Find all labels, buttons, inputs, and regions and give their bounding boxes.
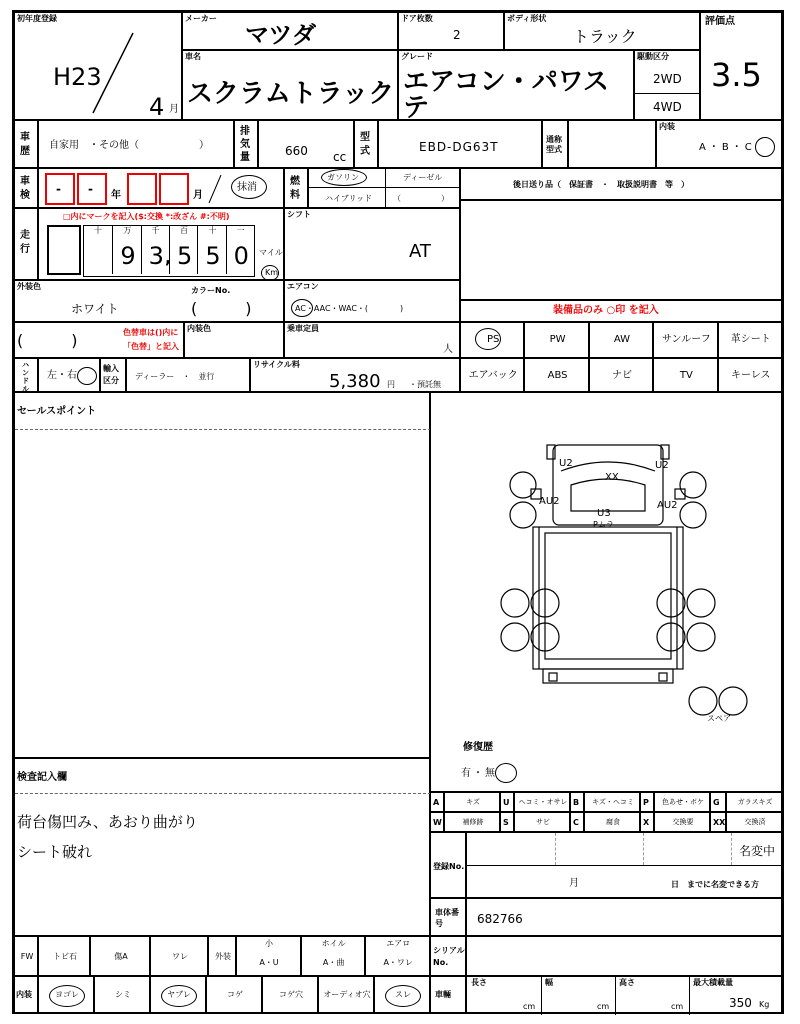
equipment-cell [524, 358, 588, 392]
inspection-label-cell [14, 168, 38, 208]
legend-label-cell [726, 792, 782, 812]
equipment-cell [589, 358, 653, 392]
registration-month: 月 [569, 878, 579, 889]
odometer-comma: , [165, 248, 172, 267]
fw-cell [38, 936, 90, 976]
legend-code-cell [430, 792, 444, 812]
grade-value: エアコン・パワステ [403, 69, 609, 119]
legend-code: G [713, 798, 720, 807]
int-item: コゲ [227, 990, 243, 999]
grade-cell [398, 50, 634, 120]
check-entry-label: 検査記入欄 [17, 772, 67, 783]
equipment-item: AW [613, 334, 631, 345]
legend-code-cell [640, 812, 654, 832]
model-label-cell [354, 120, 378, 168]
odometer-unit-label: 一 [236, 226, 245, 235]
max-load-unit: Kg [759, 1000, 770, 1009]
later-items-area [460, 200, 782, 300]
shift-cell [284, 208, 460, 280]
usage-value: 自家用 ・その他（ ） [49, 140, 209, 151]
odometer-digit-cell [112, 226, 140, 274]
auction-sheet [12, 10, 784, 1014]
check-line-1: 荷台傷凹み、あおり曲がり [17, 813, 198, 831]
int-item-circle [49, 985, 85, 1007]
serial-label-cell [430, 936, 466, 976]
legend-label-cell [514, 792, 570, 812]
ext-group-options: A・曲 [322, 958, 345, 967]
import-label-cell [100, 358, 126, 392]
recycle-amount: 5,380 [329, 371, 381, 392]
size-label-cell [430, 976, 466, 1014]
equipment-item: 革シート [730, 334, 771, 345]
equipment-row-1 [460, 322, 782, 358]
equipment-circle [475, 328, 501, 350]
color-no-label: カラーNo. [191, 286, 231, 295]
shift-value: AT [409, 241, 431, 262]
fuel-diesel: ディーゼル [403, 173, 443, 182]
body-value: トラック [573, 27, 637, 46]
max-load-value: 350 [729, 996, 752, 1010]
legend-code: S [503, 818, 509, 827]
ext-group-options: A・ワレ [383, 958, 413, 967]
ac-value: AC・AAC・WAC・( ) [295, 304, 404, 313]
car-diagram-cell [430, 392, 782, 792]
import-label: 輸入区分 [103, 364, 119, 385]
ext-group-header: エアロ [386, 939, 411, 948]
expired-circle [231, 175, 267, 199]
int-item: シミ [115, 990, 131, 999]
common-model-label-cell [542, 120, 568, 168]
handle-circle [77, 367, 97, 385]
fw-row [14, 936, 430, 976]
legend-code: XX [713, 818, 726, 827]
odometer-unit-label: 百 [180, 226, 188, 235]
legend-label: 交換要 [672, 818, 694, 826]
damage-mark-au2-left: AU2 [539, 496, 560, 507]
int-item: オーディオ穴 [323, 990, 371, 999]
ac-label: エアコン [287, 282, 319, 291]
later-items-label: 後日送り品（ 保証書 ・ 取扱説明書 等 ） [513, 180, 689, 189]
handle-cell [38, 358, 100, 392]
first-registration-year: H23 [53, 63, 102, 91]
registration-label-cell [430, 832, 466, 898]
int-color-label: 内装色 [187, 324, 211, 333]
handle-label: ハンドル [22, 361, 29, 393]
doors-cell [398, 12, 504, 50]
fw-item: 外装 [215, 952, 231, 961]
int-item-cell [262, 976, 318, 1014]
fuel-cell [308, 168, 460, 208]
odometer-digit-cell [169, 226, 197, 274]
drive-2wd: 2WD [653, 72, 682, 86]
handle-label-cell [14, 358, 38, 392]
interior-circle [755, 137, 775, 157]
mile-label: マイル [259, 248, 283, 257]
int-item: ヤブレ [167, 990, 191, 999]
check-line-2: シート破れ [17, 843, 93, 861]
history-label-cell [14, 120, 38, 168]
odometer-unit-label: 万 [123, 226, 132, 235]
odometer-unit-label: 千 [151, 226, 160, 235]
legend-code-cell [570, 792, 584, 812]
spare-label: スペア [707, 714, 731, 723]
ext-color-cell [14, 280, 284, 322]
odometer-digit: 5 [205, 242, 221, 270]
import-cell [126, 358, 250, 392]
chassis-label: 車体番号 [435, 908, 459, 928]
car-name-label: 車名 [185, 52, 201, 61]
fw-cell [208, 936, 236, 976]
damage-mark-xx: XX [605, 472, 619, 483]
size-cell [466, 976, 782, 1014]
odometer-digit: 9 [120, 242, 136, 270]
registration-day-note: 日 までに名変できる方 [671, 880, 759, 889]
capacity-unit: 人 [443, 344, 453, 355]
legend-label-cell [584, 792, 640, 812]
int-item-cell [318, 976, 374, 1014]
common-model-cell [568, 120, 656, 168]
legend-label-cell [584, 812, 640, 832]
body-cell [504, 12, 700, 50]
score-cell [700, 12, 782, 120]
model-label: 型式 [360, 132, 370, 157]
cc-unit: cc [333, 150, 347, 164]
legend-code: P [643, 798, 649, 807]
legend-label: ガラスキズ [737, 798, 773, 806]
int-item-cell [206, 976, 262, 1014]
legend-label-cell [654, 792, 710, 812]
doors-value: 2 [453, 28, 461, 42]
color-change-note2: 「色替」と記入 [123, 342, 179, 351]
car-name-cell [182, 50, 398, 120]
fw-cell [14, 936, 38, 976]
legend-label-cell [444, 812, 500, 832]
ac-circle [291, 299, 313, 317]
name-change-pending: 名変中 [739, 844, 776, 858]
fuel-gasoline: ガソリン [327, 173, 359, 182]
equipment-item: PS [487, 334, 500, 345]
chassis-cell [466, 898, 782, 936]
legend-code: B [573, 798, 580, 807]
serial-cell [466, 936, 782, 976]
handle-value: 左・右 [47, 370, 77, 381]
inspection-year: 年 [111, 190, 121, 201]
ext-group-cell [236, 936, 301, 976]
legend-label: キズ [466, 798, 480, 806]
common-model-label: 通称型式 [546, 135, 562, 154]
ac-cell [284, 280, 460, 322]
legend-label: 腐食 [606, 818, 620, 826]
legend-code: A [433, 798, 440, 807]
damage-mark-u2-left: U2 [559, 458, 573, 469]
body-label: ボディ形状 [507, 14, 547, 23]
fw-item: 傷A [114, 952, 128, 961]
int-item: コゲ穴 [279, 990, 303, 999]
maker-label: メーカー [185, 14, 217, 23]
odometer-digit-cell [226, 226, 254, 274]
interior-row [14, 976, 430, 1014]
int-color-cell [184, 322, 284, 358]
color-change-cell [14, 322, 184, 358]
fuel-label-cell [284, 168, 308, 208]
interior-cell [656, 120, 782, 168]
fw-item: ワレ [172, 952, 188, 961]
chassis-number: 682766 [477, 912, 523, 926]
displacement-label: 排気量 [240, 126, 250, 163]
displacement-label-cell [234, 120, 258, 168]
equipment-cell [460, 322, 524, 358]
km-label: Km [265, 268, 279, 277]
mileage-note: □内にマークを記入($:交換 *:改ざん #:不明) [63, 212, 230, 221]
equipment-cell [460, 358, 524, 392]
repair-value: 有・無 [461, 768, 497, 779]
equipment-row-2 [460, 358, 782, 392]
chassis-label-cell [430, 898, 466, 936]
legend-label: 補修跡 [462, 818, 484, 826]
ext-group-header: ホイル [321, 939, 346, 948]
ext-group-cell [301, 936, 366, 976]
equipment-item: サンルーフ [662, 334, 711, 345]
int-item-cell [374, 976, 430, 1014]
width-cm: cm [597, 1002, 610, 1011]
displacement-cell [258, 120, 354, 168]
size-label: 車輛 [435, 990, 451, 999]
capacity-label: 乗車定員 [287, 324, 319, 333]
interior-grade: A・B・C [699, 142, 755, 153]
capacity-cell [284, 322, 460, 358]
legend-code: W [433, 818, 442, 827]
gasoline-circle [321, 169, 367, 186]
car-diagram [431, 393, 783, 723]
car-name-value: スクラムトラック [187, 79, 395, 109]
mileage-label-cell [14, 208, 38, 280]
recycle-yen: 円 [387, 380, 395, 389]
equipment-cell [653, 322, 717, 358]
odometer-digit: 0 [233, 242, 249, 270]
model-value: EBD-DG63T [419, 140, 499, 154]
damage-mark-p-mura: Pムラ [593, 520, 614, 529]
damage-mark-au2-right: AU2 [657, 500, 678, 511]
legend-code: C [573, 818, 579, 827]
int-label: 内装 [16, 990, 32, 999]
drive-label: 駆動区分 [637, 52, 669, 61]
equipment-cell [589, 322, 653, 358]
equipment-item: TV [679, 370, 693, 381]
legend-label-cell [514, 812, 570, 832]
legend-code-cell [710, 812, 726, 832]
recycle-label: リサイクル料 [253, 360, 300, 369]
inspection-month: 月 [193, 190, 203, 201]
int-item-circle [161, 985, 197, 1007]
fuel-label: 燃料 [290, 176, 300, 201]
length-cm: cm [523, 1002, 536, 1011]
odometer-digit-cell [84, 226, 112, 274]
score-label: 評価点 [705, 16, 735, 27]
legend-code: X [643, 818, 650, 827]
maker-cell [182, 12, 398, 50]
check-entry-cell [14, 758, 430, 936]
import-value: ディーラー ・ 並行 [135, 372, 215, 381]
repair-circle [495, 763, 517, 783]
equipment-cell [718, 322, 782, 358]
serial-label: シリアルNo. [433, 946, 465, 967]
history-label: 車歴 [20, 132, 30, 157]
legend-code-cell [430, 812, 444, 832]
equipment-item: PW [549, 334, 566, 345]
fw-item: FW [20, 952, 34, 961]
ext-group-header: 小 [265, 939, 273, 948]
registration-label: 登録No. [433, 862, 465, 871]
odometer-unit-label: 十 [208, 226, 217, 235]
equip-note: 装備品のみ ○印 を記入 [553, 305, 659, 316]
grade-label: グレード [401, 52, 433, 61]
registration-cell [466, 832, 782, 898]
color-no-paren: ( ) [191, 299, 252, 318]
legend-code-cell [570, 812, 584, 832]
repair-label: 修復歴 [463, 742, 493, 753]
legend-label-cell [444, 792, 500, 812]
displacement-value: 660 [285, 144, 308, 158]
legend-code-cell [640, 792, 654, 812]
int-label-cell [14, 976, 38, 1014]
legend-label: サビ [536, 818, 550, 826]
equipment-cell [718, 358, 782, 392]
height-label: 高さ [619, 978, 635, 987]
legend-label: ヘコミ・オサレ [518, 798, 568, 806]
legend-label: キズ・ヘコミ [592, 798, 634, 806]
score-value: 3.5 [711, 56, 762, 94]
max-load-label: 最大積載量 [693, 978, 733, 987]
int-item-cell [94, 976, 150, 1014]
equip-note-cell [460, 300, 782, 322]
fw-cell [90, 936, 150, 976]
shift-label: シフト [287, 210, 311, 219]
mileage-digit-box [47, 225, 81, 275]
inspection-expired: 抹消 [237, 182, 257, 193]
fw-cell [150, 936, 208, 976]
int-item: ヨゴレ [55, 990, 79, 999]
legend-code-cell [500, 792, 514, 812]
inspection-dash2: - [88, 182, 93, 196]
height-cm: cm [671, 1002, 684, 1011]
model-cell [378, 120, 542, 168]
drive-cell [634, 50, 700, 120]
recycle-cell [250, 358, 460, 392]
odometer-digit: 5 [177, 242, 193, 270]
color-change-paren: ( ) [17, 331, 78, 350]
ext-group-options: A・U [259, 958, 279, 967]
doors-label: ドア枚数 [401, 14, 433, 23]
mileage-cell [38, 208, 284, 280]
legend-code-cell [710, 792, 726, 812]
ext-color-value: ホワイト [71, 302, 119, 316]
ext-group-cell [365, 936, 430, 976]
fw-item: トビ石 [53, 952, 77, 961]
odometer-digit-cell [197, 226, 225, 274]
recycle-deposit: ・預託無 [409, 380, 441, 389]
legend-code: U [503, 798, 510, 807]
damage-mark-u3: U3 [597, 508, 611, 519]
drive-4wd: 4WD [653, 100, 682, 114]
ext-color-label: 外装色 [17, 282, 41, 291]
damage-legend [430, 792, 782, 832]
maker-value: マツダ [245, 21, 317, 49]
equipment-item: ABS [547, 370, 568, 381]
width-label: 幅 [545, 978, 553, 987]
fuel-other: （ ） [393, 194, 449, 203]
legend-code-cell [500, 812, 514, 832]
month-unit: 月 [169, 104, 179, 115]
fuel-hybrid: ハイブリッド [325, 194, 373, 203]
inspection-cell [38, 168, 284, 208]
odometer-unit-label: 十 [94, 226, 102, 235]
damage-mark-u2-right: U2 [655, 460, 669, 471]
length-label: 長さ [471, 978, 487, 987]
mileage-label: 走行 [20, 230, 30, 255]
sales-point-label: セールスポイント [17, 406, 97, 417]
legend-label: 色あせ・ボケ [662, 798, 704, 806]
int-item-cell [38, 976, 94, 1014]
km-circle [261, 265, 279, 281]
int-item-cell [150, 976, 206, 1014]
equipment-item: ナビ [611, 370, 632, 381]
equipment-item: エアバック [468, 370, 518, 381]
color-change-note1: 色替車は()内に [123, 328, 179, 337]
first-registration-label: 初年度登録 [17, 14, 57, 23]
sales-point-cell [14, 392, 430, 758]
usage-cell [38, 120, 234, 168]
legend-label-cell [726, 812, 782, 832]
interior-label: 内装 [659, 122, 675, 131]
later-items-cell [460, 168, 782, 200]
int-item-circle [385, 985, 421, 1007]
legend-label-cell [654, 812, 710, 832]
equipment-cell [524, 322, 588, 358]
first-registration-cell [14, 12, 182, 120]
inspection-label: 車検 [20, 176, 30, 201]
equipment-cell [653, 358, 717, 392]
inspection-dash1: - [56, 182, 61, 196]
first-registration-month: 4 [149, 93, 165, 121]
equipment-item: キーレス [731, 370, 771, 381]
int-item: スレ [395, 990, 411, 999]
legend-label: 交換済 [744, 818, 766, 826]
odometer-digit: 3 [148, 242, 164, 270]
